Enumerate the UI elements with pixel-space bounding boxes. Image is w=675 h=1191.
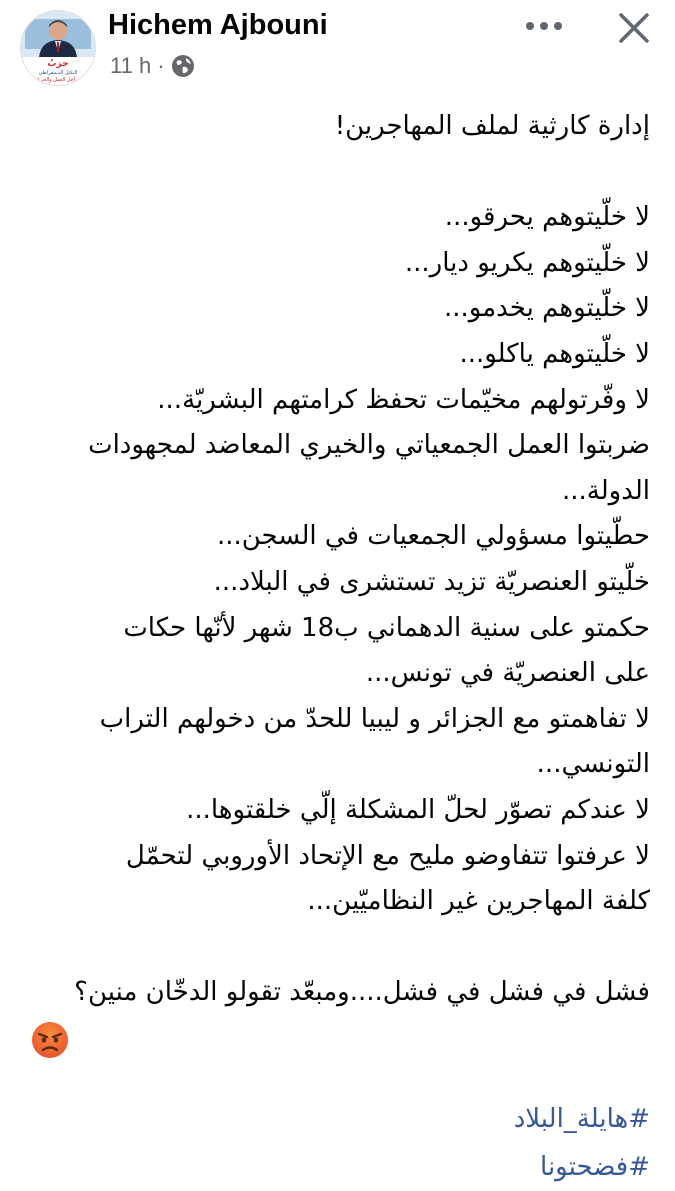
post-line: كلفة المهاجرين غير النظاميّين... [307, 886, 650, 917]
post-line: التونسي... [536, 749, 650, 780]
post-line: إدارة كارثية لملف المهاجرين! [334, 111, 650, 141]
post-text [30, 104, 650, 1064]
paragraph-gap [30, 925, 650, 971]
post-line: خلّيتو العنصريّة تزيد تستشرى في البلاد... [213, 566, 650, 597]
post-line: حكمتو على سنية الدهماني ب18 شهر لأنّها حكات [123, 612, 650, 643]
avatar-caption-1: حزبُ [47, 59, 69, 69]
more-dots-icon [524, 21, 564, 31]
close-button[interactable] [612, 6, 656, 50]
hashtag-link[interactable]: #هايلة_البلاد [513, 1104, 650, 1134]
author-name[interactable]: Hichem Ajbouni [108, 9, 328, 41]
post-line: لا خلّيتوهم يخدمو... [444, 293, 650, 324]
post-line: لا خلّيتوهم ياكلو... [459, 338, 650, 369]
paragraph-gap [30, 150, 650, 196]
post-line: لا عندكم تصوّر لحلّ المشكلة إلّي خلقتوها... [186, 794, 650, 825]
meta-separator: · [157, 53, 165, 78]
angry-face-icon [30, 1020, 70, 1060]
post-line: لا خلّيتوهم يكريو ديار... [404, 247, 650, 278]
post-time[interactable]: 11 h [110, 53, 152, 78]
avatar[interactable] [20, 10, 96, 86]
emoji-line [30, 1016, 650, 1064]
post-line: لا تفاهمتو مع الجزائر و ليبيا للحدّ من دخولهم التراب [99, 703, 650, 734]
post-line: حطّيتوا مسؤولي الجمعيات في السجن... [216, 521, 650, 552]
post-line: لا عرفتوا تتفاوضو مليح مع الإتحاد الأوروبي لتحمّل [125, 840, 650, 871]
post-line: فشل في فشل في فشل....ومبعّد تقولو الدخّان منين؟ [74, 977, 650, 1008]
hashtag-link[interactable]: #فضحتونا [540, 1152, 650, 1182]
post-line: الدولة... [561, 475, 650, 506]
post-line: لا خلّيتوهم يحرقو... [444, 202, 650, 233]
avatar-caption-2: التكتل الديمقراطي [38, 70, 78, 76]
more-options-button[interactable] [522, 12, 566, 40]
avatar-image [21, 11, 95, 85]
post-line: ضربتوا العمل الجمعياتي والخيري المعاضد لمجهودات [88, 430, 650, 461]
post-meta [110, 53, 195, 79]
globe-icon[interactable] [171, 54, 195, 78]
post-line: على العنصريّة في تونس... [365, 658, 650, 689]
hashtag-list [30, 1095, 650, 1191]
post-header [0, 0, 675, 100]
post-line: لا وفّرتولهم مخيّمات تحفظ كرامتهم البشريّة... [157, 384, 650, 415]
avatar-caption-3: من أجل العمل والحريات [32, 77, 84, 83]
close-icon [617, 11, 651, 45]
